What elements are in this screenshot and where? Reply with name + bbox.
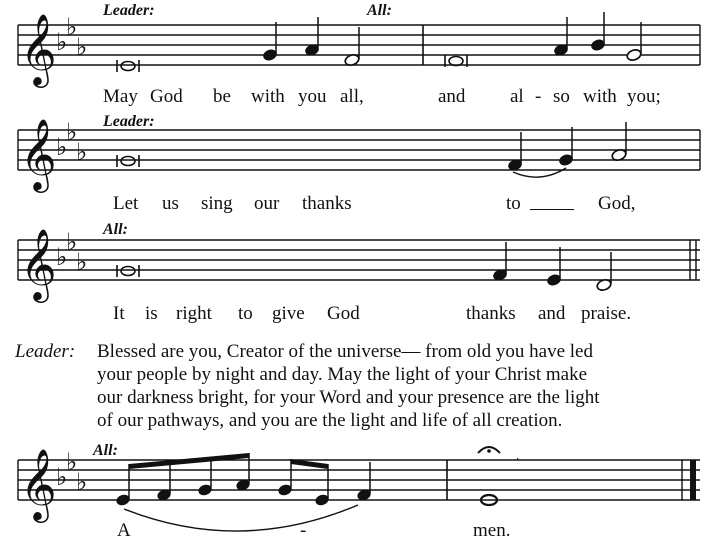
- staff-lines: [18, 130, 700, 170]
- e-flat-key-signature-icon: [56, 448, 87, 496]
- staff-lines: [18, 240, 700, 280]
- svg-text:♭: ♭: [76, 468, 88, 496]
- lyric-syllable: be: [213, 86, 231, 107]
- svg-text:♭: ♭: [76, 138, 88, 166]
- lyric-syllable: and: [438, 86, 466, 107]
- lyric-syllable: all,: [340, 86, 364, 107]
- role-all-label: All:: [367, 2, 392, 19]
- beamed-note-group: [278, 459, 371, 506]
- staff-system-1: [0, 0, 720, 90]
- role-leader-label: Leader:: [103, 113, 155, 130]
- svg-text:♭: ♭: [66, 228, 78, 256]
- lyric-syllable: with: [251, 86, 285, 107]
- svg-text:♭: ♭: [56, 28, 68, 56]
- fermata-icon: [478, 447, 500, 453]
- treble-clef-icon: 𝄞: [20, 12, 57, 85]
- e-flat-key-signature-icon: [56, 228, 87, 276]
- lyric-syllable: sing: [201, 193, 233, 214]
- prayer-line: our darkness bright, for your Word and your presence are the light: [97, 387, 600, 408]
- lyric-hyphen: -: [300, 520, 307, 541]
- lyric-syllable: men.: [473, 520, 511, 541]
- svg-text:♭: ♭: [56, 463, 68, 491]
- prayer-line: Blessed are you, Creator of the universe— from old you have led: [97, 341, 593, 362]
- lyric-syllable: give: [272, 303, 305, 324]
- lyric-syllable: thanks: [466, 303, 516, 324]
- reciting-note: [117, 265, 139, 277]
- staff-system-3: [0, 220, 720, 310]
- svg-text:♭: ♭: [76, 33, 88, 61]
- lyric-syllable: God,: [598, 193, 636, 214]
- prayer-role-label: Leader:: [15, 341, 76, 362]
- staff-system-4: [0, 445, 720, 535]
- e-flat-key-signature-icon: [56, 13, 87, 61]
- lyric-syllable: to: [238, 303, 253, 324]
- lyric-syllable: so: [553, 86, 570, 107]
- melisma-line: [530, 209, 574, 210]
- svg-text:♭: ♭: [56, 133, 68, 161]
- lyric-syllable: you;: [627, 86, 661, 107]
- lyric-syllable: to: [506, 193, 521, 214]
- lyric-syllable: God: [150, 86, 183, 107]
- lyric-syllable: praise.: [581, 303, 632, 324]
- lyric-syllable: Let: [113, 193, 139, 214]
- svg-text:♭: ♭: [66, 448, 78, 476]
- lyric-syllable: God: [327, 303, 360, 324]
- lyric-syllable: A: [117, 520, 131, 541]
- prayer-line: your people by night and day. May the light of your Christ make: [97, 364, 588, 385]
- svg-text:♭: ♭: [66, 13, 78, 41]
- lyric-hyphen: -: [535, 86, 542, 107]
- reciting-note: [117, 60, 139, 72]
- lyric-syllable: May: [103, 86, 138, 107]
- lyric-syllable: you: [298, 86, 327, 107]
- lyric-syllable: It: [113, 303, 125, 324]
- role-all-label: All:: [103, 221, 128, 238]
- prayer-line: of our pathways, and you are the light and life of all creation.: [97, 410, 563, 431]
- staff-system-2: [0, 110, 720, 200]
- reciting-note: [117, 155, 139, 167]
- e-flat-key-signature-icon: [56, 118, 87, 166]
- treble-clef-icon: 𝄞: [20, 447, 57, 520]
- lyric-syllable: and: [538, 303, 566, 324]
- slur: [124, 505, 358, 531]
- role-all-label: All:: [93, 442, 118, 459]
- svg-text:♭: ♭: [56, 243, 68, 271]
- lyric-syllable: thanks: [302, 193, 352, 214]
- lyric-syllable: al: [510, 86, 524, 107]
- lyric-syllable: right: [176, 303, 212, 324]
- lyric-syllable: us: [162, 193, 179, 214]
- svg-text:♭: ♭: [66, 118, 78, 146]
- lyric-syllable: our: [254, 193, 280, 214]
- role-leader-label: Leader:: [103, 2, 155, 19]
- svg-text:♭: ♭: [76, 248, 88, 276]
- lyric-syllable: with: [583, 86, 617, 107]
- treble-clef-icon: 𝄞: [20, 117, 57, 190]
- treble-clef-icon: 𝄞: [20, 227, 57, 300]
- lyric-syllable: is: [145, 303, 158, 324]
